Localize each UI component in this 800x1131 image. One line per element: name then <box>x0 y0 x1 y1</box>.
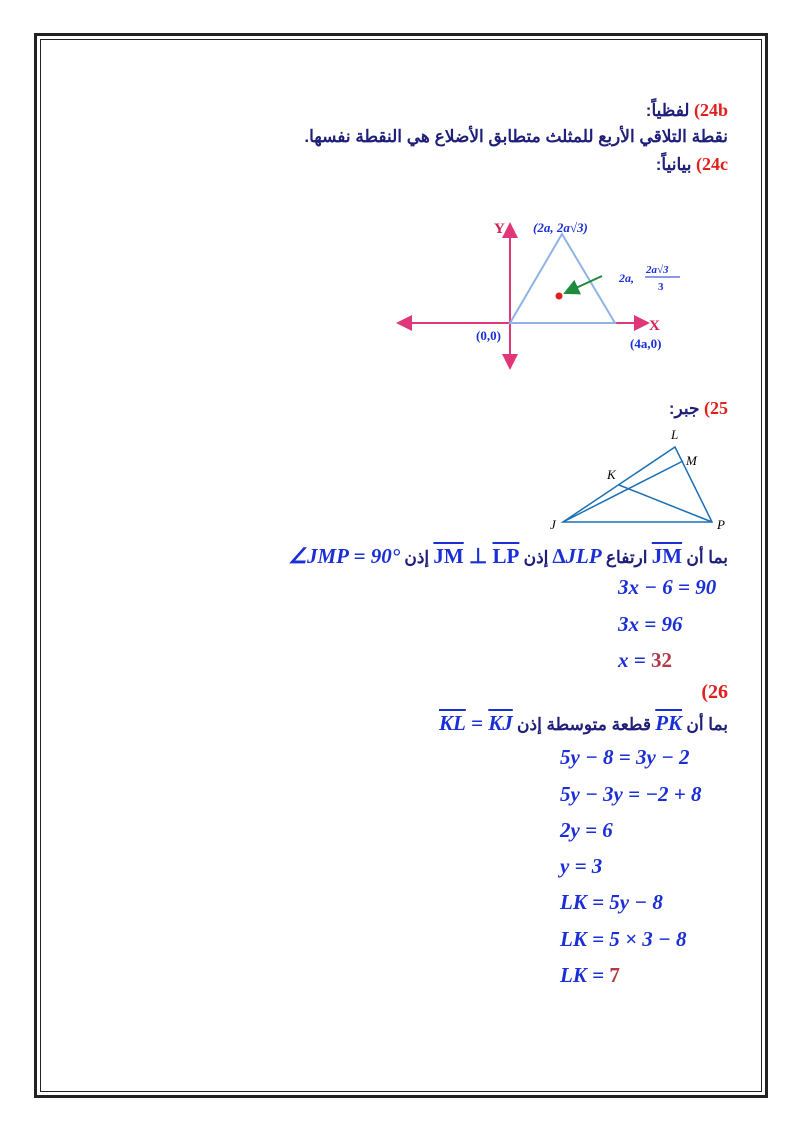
segment-lp-label: $\overline{LP}$ <box>492 544 520 568</box>
step-26-2: 5y − 3y = −2 + 8 <box>560 782 702 806</box>
kl-equals-kj <box>439 711 513 735</box>
heading-24c <box>656 154 728 175</box>
step-25-1: 3x − 6 = 90 <box>618 575 717 599</box>
point-k-label: K <box>607 467 616 482</box>
segment-kl-label: $\overline{KL}$ <box>438 711 466 735</box>
step-26-3: 2y = 6 <box>560 818 613 842</box>
statement-26 <box>439 711 728 736</box>
segment-jm-label-2: $\overline{JM}$ <box>433 544 464 568</box>
problem-number-24c: 24c) <box>696 154 728 174</box>
segment-jm <box>563 461 683 522</box>
right-vertex-label: (4a,0) <box>630 336 662 351</box>
text-altitude: ارتفاع <box>605 548 648 567</box>
text-since: بما أن <box>686 548 728 567</box>
step-26-5: LK = 5y − 8 <box>560 890 663 914</box>
answer-26 <box>560 963 620 988</box>
x-axis-label: X <box>649 318 660 334</box>
point-l-label: L <box>671 427 679 442</box>
segment-pk-label: $\overline{PK}$ <box>655 711 683 735</box>
center-label-denominator: 3 <box>658 281 664 293</box>
center-point <box>556 293 563 300</box>
perp-symbol: ⊥ <box>468 544 488 568</box>
heading-25 <box>669 398 728 419</box>
center-label-x: 2a, <box>619 271 634 285</box>
statement-25 <box>288 544 728 569</box>
step-26-4: y = 3 <box>560 854 603 878</box>
top-vertex-label: (2a, 2a√3) <box>533 220 588 235</box>
point-j-label: J <box>550 517 556 532</box>
answer-25-lhs: x = <box>618 648 646 672</box>
step-26-1: 5y − 8 = 3y − 2 <box>560 745 690 769</box>
y-axis-label: Y <box>494 221 505 237</box>
segment-kj-label: $\overline{KJ}$ <box>488 711 513 735</box>
triangle-figure <box>540 425 740 540</box>
segment-pk <box>619 485 712 522</box>
point-p-label: P <box>717 517 725 532</box>
center-label-numerator: 2a√3 <box>646 264 669 276</box>
origin-label: (0,0) <box>476 328 501 343</box>
answer-25-value: 32 <box>650 648 672 672</box>
text-since-26: بما أن <box>686 715 728 734</box>
text-therefore-1: إذن <box>523 548 549 567</box>
heading-24b <box>646 100 728 121</box>
answer-26-value: 7 <box>609 963 620 987</box>
triangle-name: ∆JLP <box>552 544 602 568</box>
coordinate-graph <box>390 210 720 375</box>
answer-26-lhs: LK = <box>560 963 605 987</box>
equilateral-triangle <box>510 234 615 323</box>
label-algebra: جبر: <box>668 399 700 418</box>
angle-jmp: ∠JMP = 90° <box>288 544 401 568</box>
step-26-6: LK = 5 × 3 − 8 <box>560 927 687 951</box>
answer-25 <box>618 648 672 673</box>
problem-number-25: 25) <box>704 398 728 418</box>
problem-number-26: (26 <box>701 681 728 703</box>
step-25-2: 3x = 96 <box>618 612 683 636</box>
label-graphical: بيانياً: <box>655 155 692 174</box>
text-therefore-2: إذن <box>404 548 430 567</box>
equals-sign: = <box>471 711 484 735</box>
verbal-answer: نقطة التلاقي الأربع للمثلث متطابق الأضلاع هي النقطة نفسها. <box>304 127 728 146</box>
perp-relation <box>433 544 519 568</box>
point-m-label: M <box>686 453 697 468</box>
label-verbal: لفظياً: <box>645 101 690 120</box>
segment-jm-label: $\overline{JM}$ <box>651 544 683 568</box>
text-median: قطعة متوسطة إذن <box>517 715 651 734</box>
problem-number-24b: 24b) <box>693 100 728 120</box>
